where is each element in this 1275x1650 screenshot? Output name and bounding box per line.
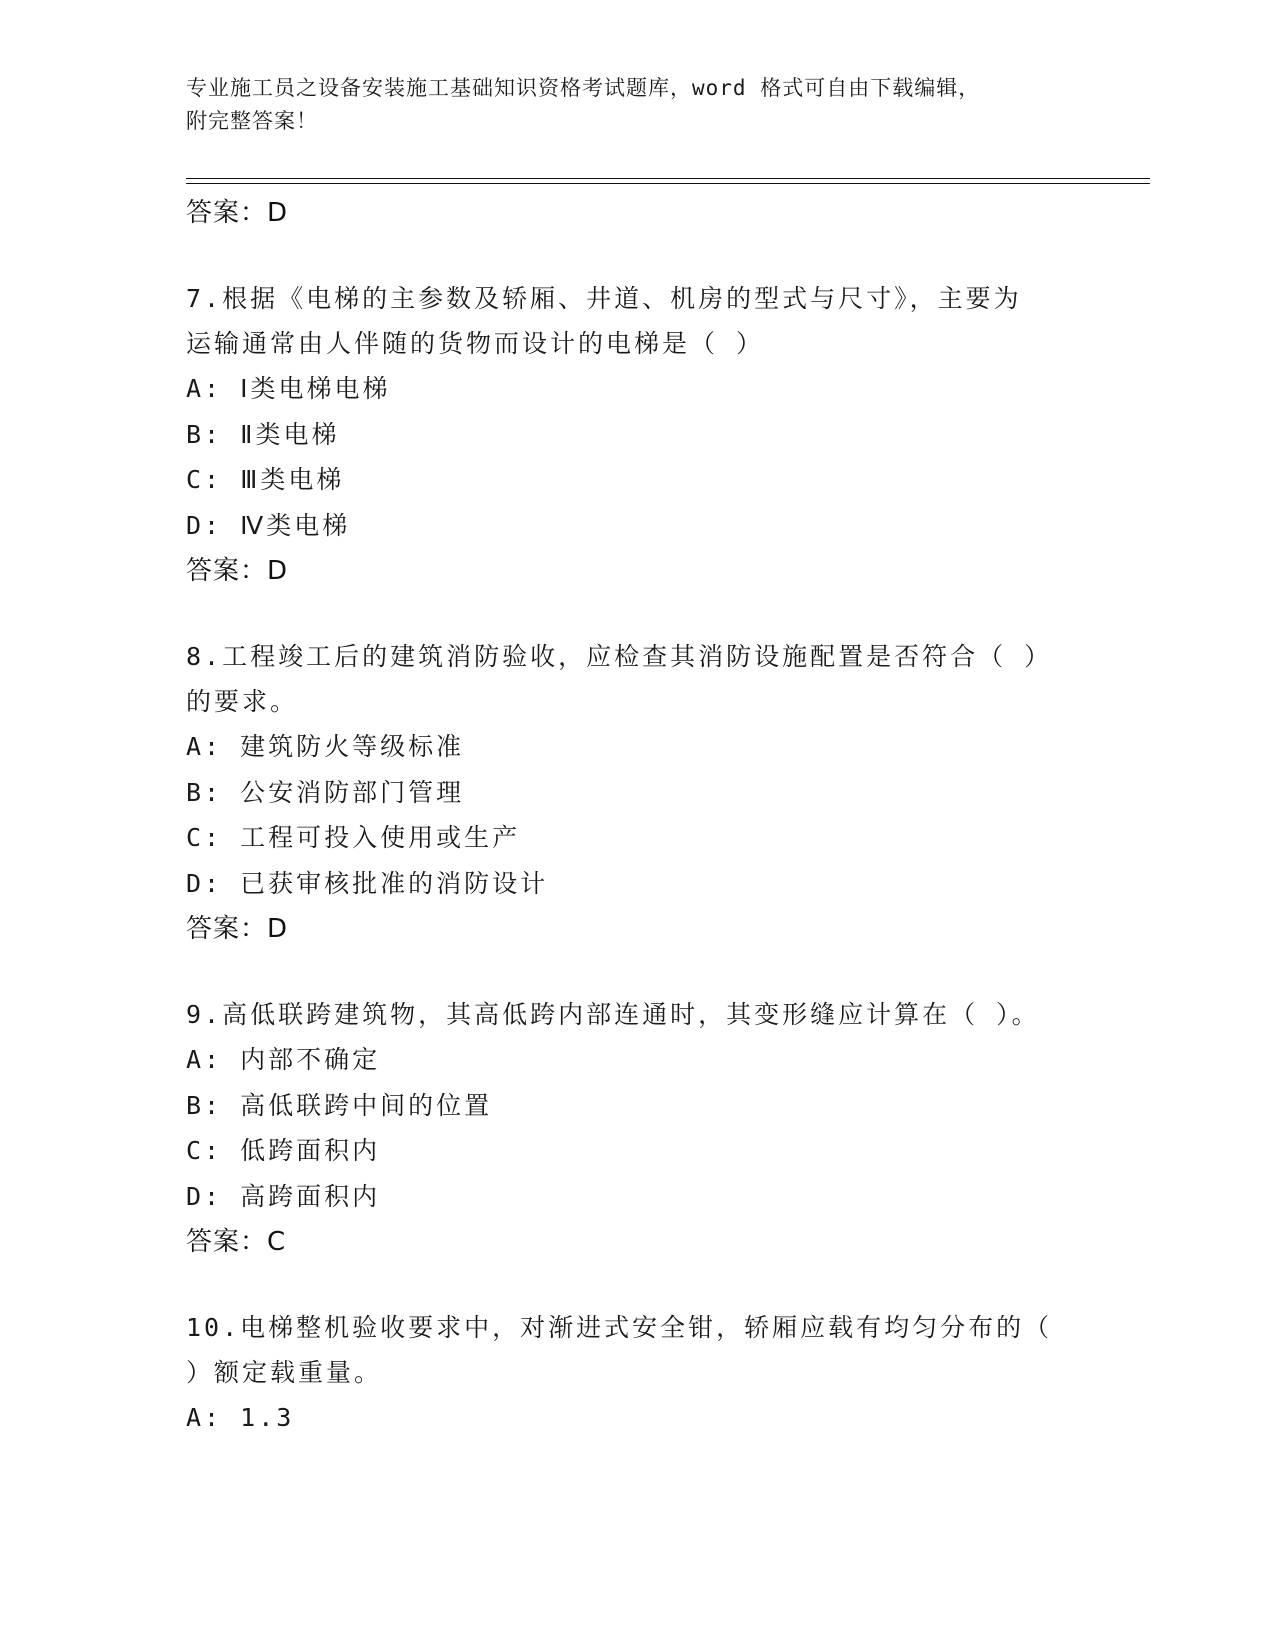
question-text: 运输通常由人伴随的货物而设计的电梯是（ ） — [186, 329, 765, 358]
question-10 — [186, 1305, 1086, 1441]
question-list — [186, 190, 1086, 1441]
option-d: D: 已获审核批准的消防设计 — [186, 868, 549, 898]
header-divider-bottom — [186, 183, 1150, 184]
question-text: 9.高低联跨建筑物，其高低跨内部连通时，其变形缝应计算在（ ）。 — [186, 1000, 1040, 1029]
question-9 — [186, 992, 1086, 1265]
question-text: 8.工程竣工后的建筑消防验收，应检查其消防设施配置是否符合（ ） — [186, 642, 1053, 671]
option-c: C: Ⅲ类电梯 — [186, 465, 345, 494]
option-a: A: 内部不确定 — [186, 1045, 381, 1074]
option-c: C: 低跨面积内 — [186, 1136, 381, 1165]
question-text: 的要求。 — [186, 687, 299, 716]
option-b: B: 高低联跨中间的位置 — [186, 1090, 493, 1120]
document-header — [186, 72, 1086, 138]
option-a: A: 建筑防火等级标准 — [186, 732, 465, 761]
header-divider-top — [186, 178, 1150, 179]
option-d: D: Ⅳ类电梯 — [186, 510, 351, 540]
answer-line: 答案：C — [186, 1227, 287, 1257]
option-a: A: Ⅰ类电梯电梯 — [186, 374, 391, 403]
option-b: B: Ⅱ类电梯 — [186, 419, 340, 449]
question-text: 7.根据《电梯的主参数及轿厢、井道、机房的型式与尺寸》，主要为 — [186, 284, 1022, 313]
question-text: ）额定载重量。 — [186, 1358, 383, 1387]
option-c: C: 工程可投入使用或生产 — [186, 823, 521, 852]
header-line-2: 附完整答案！ — [186, 109, 318, 133]
header-line-1: 专业施工员之设备安装施工基础知识资格考试题库，word 格式可自由下载编辑， — [186, 76, 981, 100]
question-7 — [186, 276, 1086, 594]
answer-line: 答案：D — [186, 198, 289, 228]
answer-line: 答案：D — [186, 556, 289, 586]
question-text: 10.电梯整机验收要求中，对渐进式安全钳，轿厢应载有均匀分布的（ — [186, 1313, 1053, 1342]
option-a: A: 1.3 — [186, 1403, 295, 1432]
question-8 — [186, 634, 1086, 952]
answer-line: 答案：D — [186, 914, 289, 944]
option-b: B: 公安消防部门管理 — [186, 777, 465, 807]
option-d: D: 高跨面积内 — [186, 1181, 381, 1211]
